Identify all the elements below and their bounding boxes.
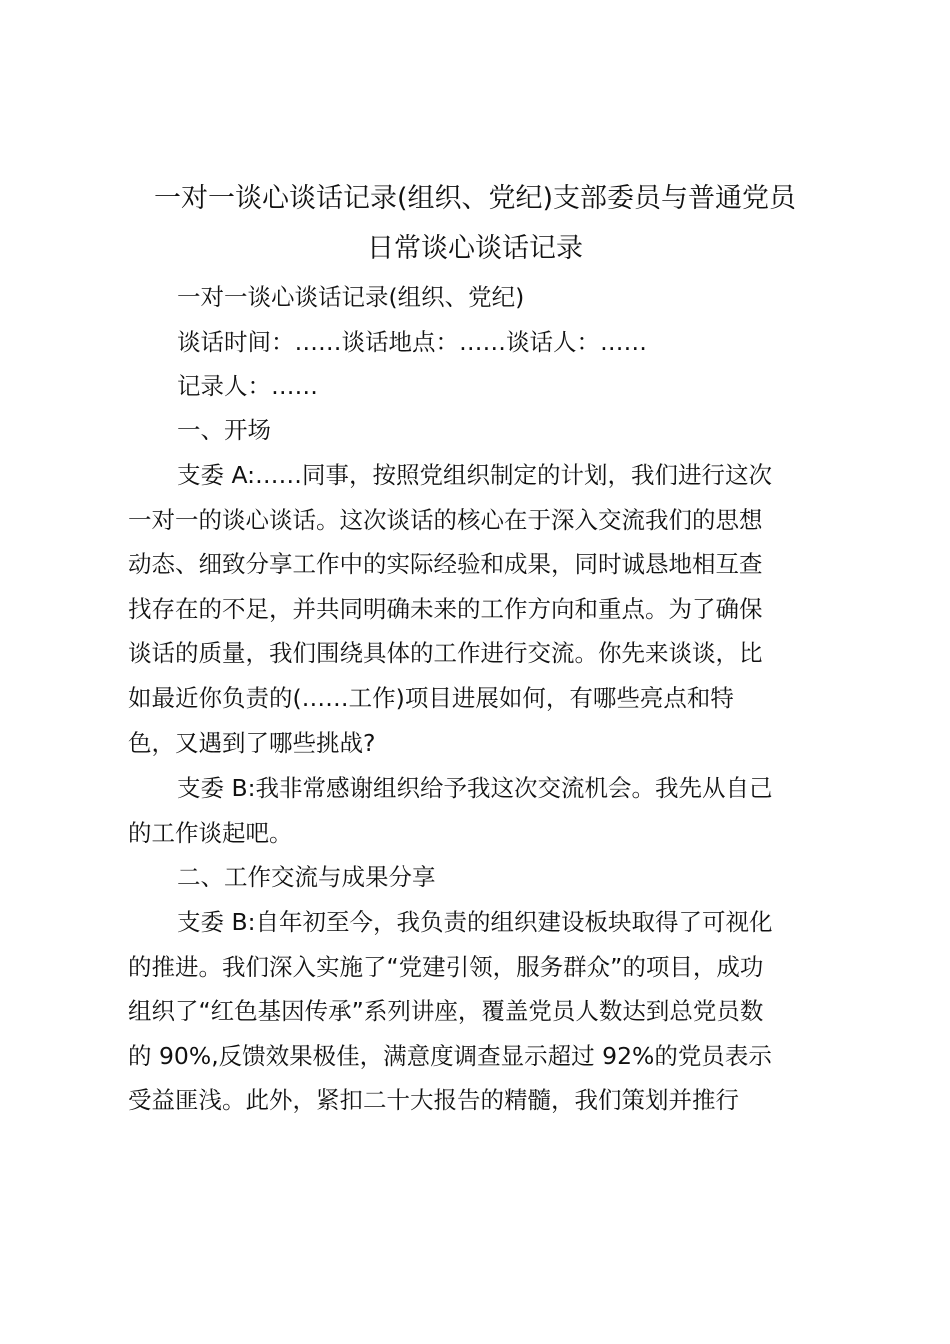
committee-a-paragraph bbox=[128, 453, 822, 765]
text-line: 一对一谈心谈话记录(组织、党纪) bbox=[177, 283, 525, 311]
text-line: 支委 B:自年初至今，我负责的组织建设板块取得了可视化 bbox=[177, 908, 773, 936]
text-line: 动态、细致分享工作中的实际经验和成果，同时诚恳地相互查 bbox=[128, 550, 763, 579]
text-line: 的推进。我们深入实施了“党建引领，服务群众”的项目，成功 bbox=[128, 952, 764, 981]
subtitle-paragraph bbox=[128, 275, 822, 320]
text-line: 组织了“红色基因传承”系列讲座，覆盖党员人数达到总党员数 bbox=[128, 997, 764, 1026]
text-line: 二、工作交流与成果分享 bbox=[177, 863, 436, 891]
text-line: 的工作谈起吧。 bbox=[128, 818, 293, 847]
recorder-paragraph bbox=[128, 364, 822, 409]
text-line: 找存在的不足，并共同明确未来的工作方向和重点。为了确保 bbox=[128, 594, 763, 623]
text-line: 一对一的谈心谈话。这次谈话的核心在于深入交流我们的思想 bbox=[128, 505, 763, 534]
text-line: 谈话的质量，我们围绕具体的工作进行交流。你先来谈谈，比 bbox=[128, 639, 763, 668]
text-line: 受益匪浅。此外，紧扣二十大报告的精髓，我们策划并推行 bbox=[128, 1086, 739, 1115]
text-line: 色，又遇到了哪些挑战? bbox=[128, 728, 376, 757]
text-line: 支委 A:……同事，按照党组织制定的计划，我们进行这次 bbox=[177, 461, 773, 489]
meeting-info-paragraph bbox=[128, 320, 822, 365]
text-line: 一、开场 bbox=[177, 416, 271, 444]
committee-b-reply-paragraph bbox=[128, 766, 822, 855]
document-title-line-2: 日常谈心谈话记录 bbox=[367, 233, 583, 264]
document-title-line-1: 一对一谈心谈话记录(组织、党纪)支部委员与普通党员 bbox=[153, 183, 797, 214]
committee-b-report-paragraph bbox=[128, 900, 822, 1123]
text-line: 的 90%,反馈效果极佳，满意度调查显示超过 92%的党员表示 bbox=[128, 1041, 772, 1070]
text-line: 谈话时间：……谈话地点：……谈话人：…… bbox=[177, 328, 647, 356]
text-line: 记录人：…… bbox=[177, 372, 318, 400]
text-line: 支委 B:我非常感谢组织给予我这次交流机会。我先从自己 bbox=[177, 774, 773, 802]
section-heading-work-exchange bbox=[128, 855, 822, 900]
text-line: 如最近你负责的(……工作)项目进展如何，有哪些亮点和特 bbox=[128, 683, 734, 712]
section-heading-opening bbox=[128, 408, 822, 453]
